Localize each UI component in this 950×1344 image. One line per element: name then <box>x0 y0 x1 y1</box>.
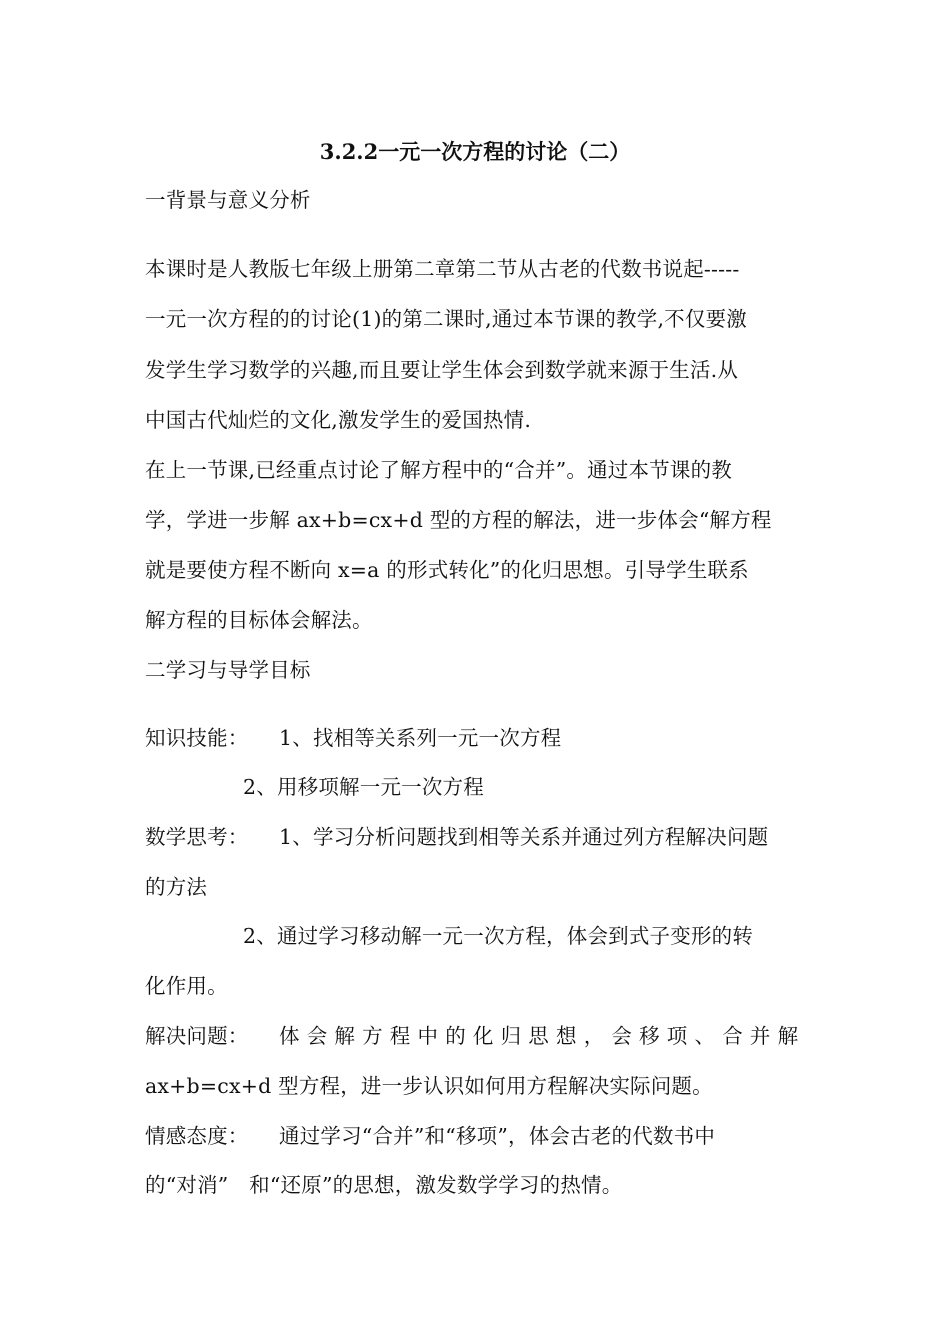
document-title: 3.2.2一元一次方程的讨论（二） <box>319 139 631 164</box>
section1-heading: 一背景与意义分析 <box>145 188 311 212</box>
attitude-label: 情感态度： <box>145 1124 249 1148</box>
thinking-row <box>145 823 768 851</box>
para1-line-2: 一元一次方程的的讨论(1)的第二课时,通过本节课的教学,不仅要激 <box>145 307 747 331</box>
thinking-item-1: 1、学习分析问题找到相等关系并通过列方程解决问题 <box>279 825 769 849</box>
para2-line-2: 学，学进一步解 ax+b=cx+d 型的方程的解法，进一步体会“解方程 <box>145 508 772 532</box>
thinking-item-1-cont: 的方法 <box>145 875 208 899</box>
problem-row <box>145 1022 805 1050</box>
attitude-row <box>145 1122 715 1150</box>
thinking-label: 数学思考： <box>145 825 249 849</box>
para2-line-1: 在上一节课,已经重点讨论了解方程中的“合并”。通过本节课的教 <box>145 458 732 482</box>
para1-line-1: 本课时是人教版七年级上册第二章第二节从古老的代数书说起----- <box>145 257 740 281</box>
knowledge-row <box>145 724 561 752</box>
para1-line-3: 发学生学习数学的兴趣,而且要让学生体会到数学就来源于生活.从 <box>145 358 739 382</box>
para2-line-4: 解方程的目标体会解法。 <box>145 608 373 632</box>
thinking-item-2: 2、通过学习移动解一元一次方程，体会到式子变形的转 <box>243 924 754 948</box>
section2-heading: 二学习与导学目标 <box>145 658 311 682</box>
knowledge-item-1: 1、找相等关系列一元一次方程 <box>279 726 562 750</box>
problem-text-cont: ax+b=cx+d 型方程，进一步认识如何用方程解决实际问题。 <box>145 1074 713 1098</box>
knowledge-item-2: 2、用移项解一元一次方程 <box>243 775 484 799</box>
knowledge-label: 知识技能： <box>145 726 249 750</box>
problem-text: 体会解方程中的化归思想，会移项、合并解 <box>279 1024 806 1048</box>
para1-line-4: 中国古代灿烂的文化,激发学生的爱国热情. <box>145 408 532 432</box>
attitude-text-cont: 的“对消” 和“还原”的思想，激发数学学习的热情。 <box>145 1173 623 1197</box>
thinking-item-2-cont: 化作用。 <box>145 974 228 998</box>
problem-label: 解决问题： <box>145 1024 249 1048</box>
attitude-text: 通过学习“合并”和“移项”，体会古老的代数书中 <box>279 1124 716 1148</box>
para2-line-3: 就是要使方程不断向 x=a 的形式转化”的化归思想。引导学生联系 <box>145 558 749 582</box>
